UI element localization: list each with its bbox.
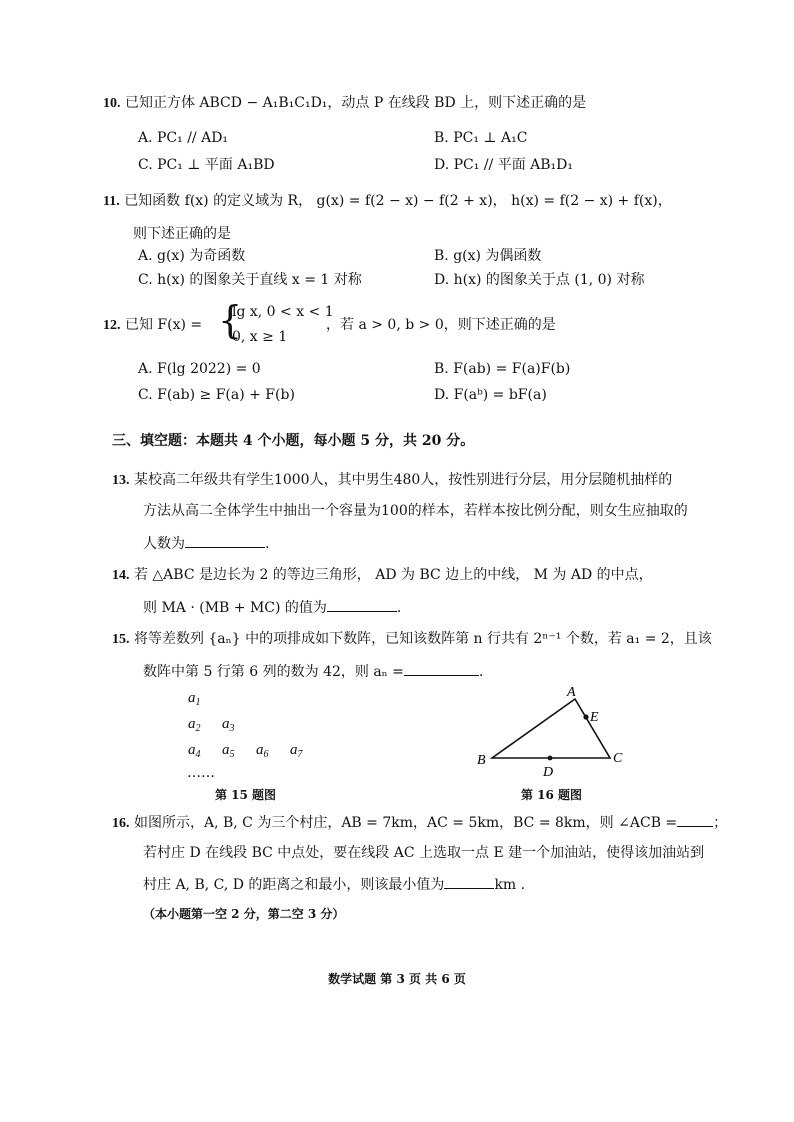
figure-16-triangle — [470, 684, 630, 780]
q10-option-a: A. PC₁ // AD₁ — [138, 130, 229, 146]
q13-line-2: 方法从高二全体学生中抽出一个容量为100的样本，若样本按比例分配，则女生应抽取的 — [143, 503, 688, 519]
figure-15-caption: 第 15 题图 — [215, 788, 277, 802]
q12-case-1: lg x, 0 < x < 1 — [232, 304, 334, 320]
q10-stem: 10. 已知正方体 ABCD − A₁B₁C₁D₁，动点 P 在线段 BD 上，则下述正确的是 — [103, 95, 587, 111]
label-c: C — [613, 751, 623, 766]
array-a7: $a_7$ — [290, 742, 303, 760]
array-a2: $a_2$ — [188, 716, 201, 734]
q11-option-b: B. g(x) 为偶函数 — [434, 248, 542, 264]
point-d-marker — [548, 756, 553, 761]
q13-line-1: 13. 某校高二年级共有学生1000人，其中男生480人，按性别进行分层，用分层随机抽样的 — [112, 472, 673, 488]
q13-answer-blank[interactable] — [185, 533, 265, 548]
q12-tail: ，若 a > 0, b > 0，则下述正确的是 — [326, 317, 556, 333]
q12-case-2: 0, x ≥ 1 — [232, 329, 288, 345]
q16-line-3: 村庄 A, B, C, D 的距离之和最小，则该最小值为 km . — [143, 874, 525, 894]
q14-answer-blank[interactable] — [327, 597, 397, 612]
array-a1: $a_1$ — [188, 690, 201, 708]
q12-lead: 12. 已知 F(x) = — [103, 317, 203, 333]
label-d: D — [543, 765, 554, 780]
array-a5: $a_5$ — [222, 742, 235, 760]
q16-answer-blank-2[interactable] — [444, 874, 494, 889]
point-e-marker — [583, 714, 588, 719]
q11-stem-continued: 则下述正确的是 — [133, 226, 231, 242]
q15-answer-blank[interactable] — [404, 661, 479, 676]
label-a: A — [567, 685, 576, 700]
q11-stem: 11. 已知函数 f(x) 的定义域为 R， g(x) = f(2 − x) − f(2 + x)， h(x) = f(2 − x) + f(x)， — [103, 193, 672, 209]
q16-answer-blank-1[interactable] — [677, 812, 713, 827]
q16-line-2: 若村庄 D 在线段 BC 中点处，要在线段 AC 上选取一点 E 建一个加油站，使得该加油站到 — [143, 845, 705, 861]
q16-line-1: 16. 如图所示，A, B, C 为三个村庄，AB = 7km，AC = 5km，BC = 8km，则 ∠ACB = ； — [112, 812, 727, 833]
array-a6: $a_6$ — [256, 742, 269, 760]
q12-option-c: C. F(ab) ≥ F(a) + F(b) — [138, 387, 295, 403]
q11-option-a: A. g(x) 为奇函数 — [138, 248, 246, 264]
page-footer: 数学试题 第 3 页 共 6 页 — [328, 972, 466, 986]
q14-line-2: 则 MA · (MB + MC) 的值为 . — [143, 597, 401, 617]
q12-option-a: A. F(lg 2022) = 0 — [138, 361, 261, 377]
figure-16-caption: 第 16 题图 — [521, 788, 583, 802]
q10-option-b: B. PC₁ ⊥ A₁C — [434, 130, 528, 146]
q10-option-c: C. PC₁ ⊥ 平面 A₁BD — [138, 157, 275, 173]
q11-option-c: C. h(x) 的图象关于直线 x = 1 对称 — [138, 272, 362, 288]
q16-scoring-note: （本小题第一空 2 分，第二空 3 分） — [143, 907, 345, 921]
array-ellipsis: …… — [187, 765, 215, 781]
array-a4: $a_4$ — [188, 742, 201, 760]
q10-option-d: D. PC₁ // 平面 AB₁D₁ — [434, 157, 574, 173]
piecewise-brace: { — [218, 298, 243, 342]
q12-option-d: D. F(aᵇ) = bF(a) — [434, 387, 547, 403]
array-a3: $a_3$ — [222, 716, 235, 734]
q14-line-1: 14. 若 △ABC 是边长为 2 的等边三角形， AD 为 BC 边上的中线， M 为 AD 的中点， — [112, 567, 653, 583]
q11-option-d: D. h(x) 的图象关于点 (1, 0) 对称 — [434, 272, 645, 288]
q15-line-2: 数阵中第 5 行第 6 列的数为 42，则 aₙ = . — [143, 661, 483, 681]
q13-line-3: 人数为 . — [143, 533, 269, 553]
section-heading-fill-in: 三、填空题：本题共 4 个小题，每小题 5 分，共 20 分。 — [112, 433, 475, 449]
triangle-abc — [492, 699, 610, 758]
label-e: E — [590, 710, 599, 725]
label-b: B — [477, 753, 486, 768]
q12-option-b: B. F(ab) = F(a)F(b) — [434, 361, 571, 377]
q15-line-1: 15. 将等差数列 {aₙ} 中的项排成如下数阵，已知该数阵第 n 行共有 2ⁿ⁻¹ 个数，若 a₁ = 2，且该 — [112, 631, 712, 647]
